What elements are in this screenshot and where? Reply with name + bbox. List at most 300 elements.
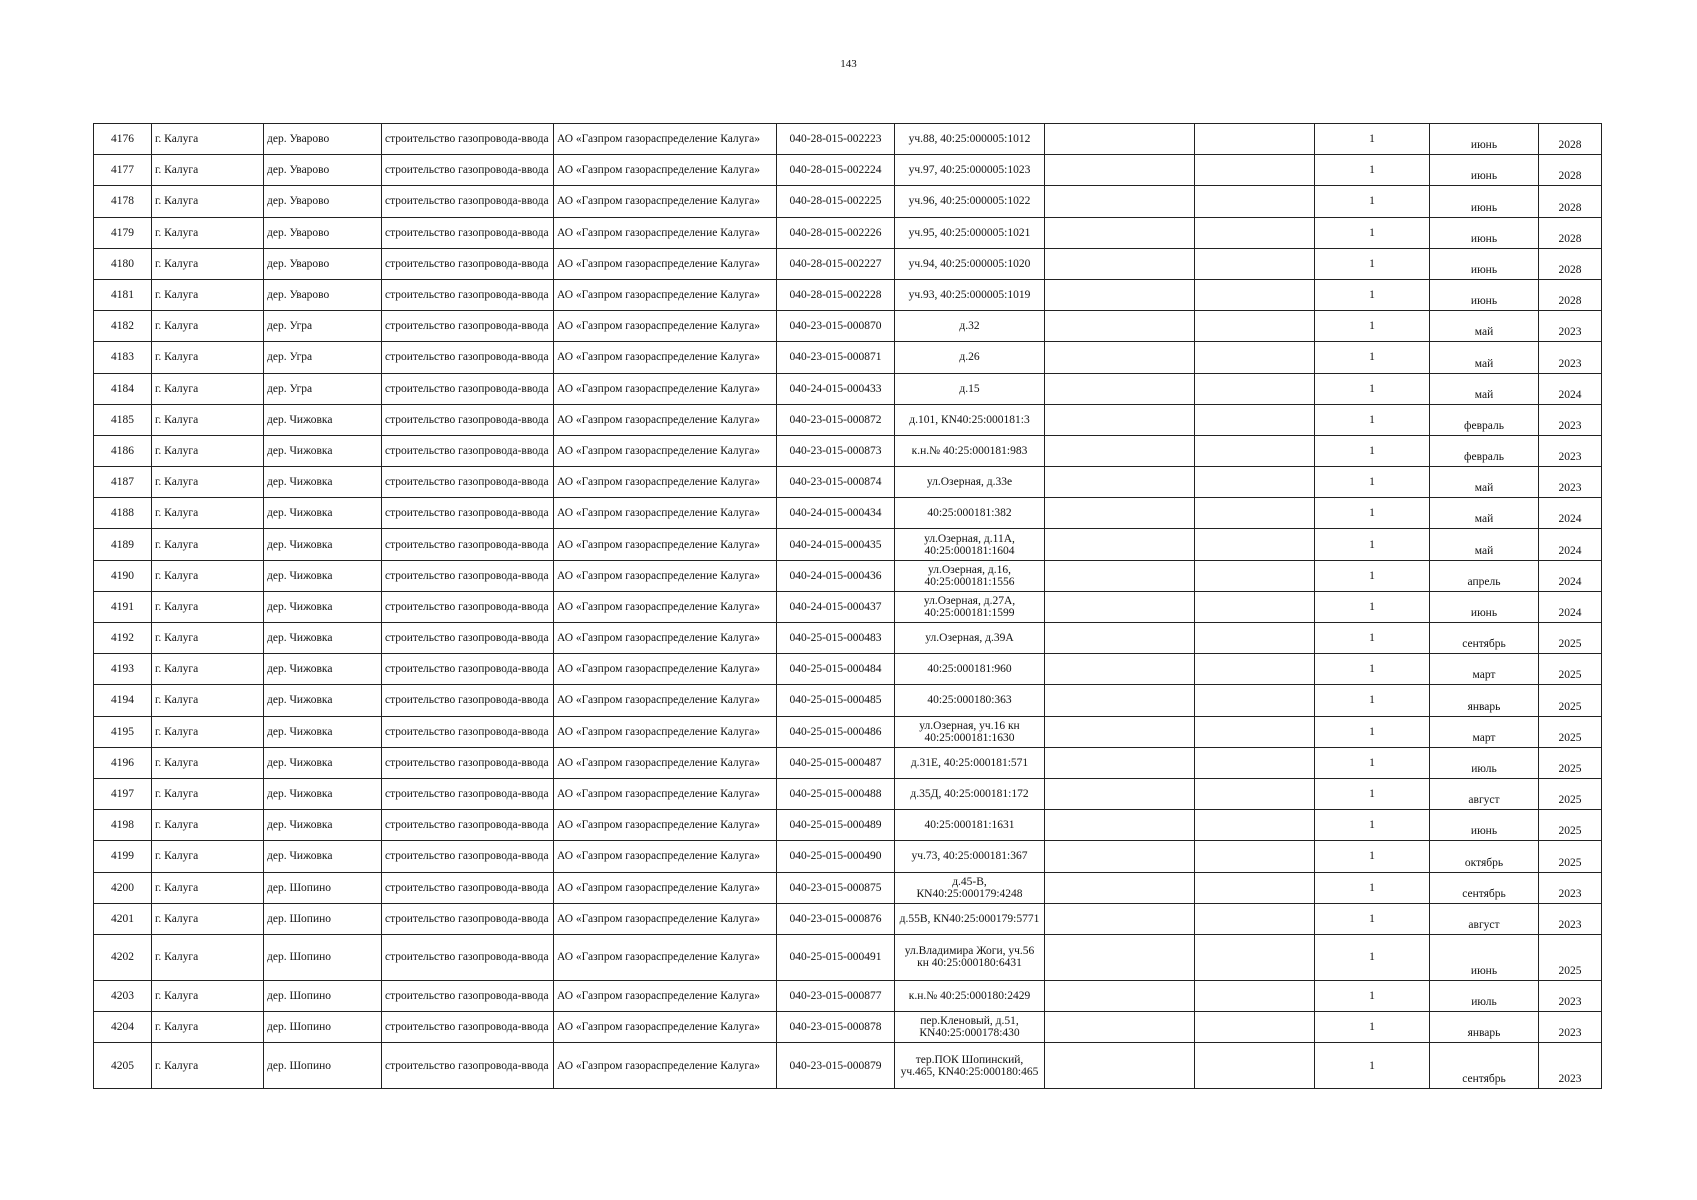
settlement-cell: дер. Чижовка bbox=[264, 716, 382, 747]
settlement-cell: дер. Чижовка bbox=[264, 810, 382, 841]
quantity-cell: 1 bbox=[1315, 654, 1430, 685]
organization-cell: АО «Газпром газораспределение Калуга» bbox=[554, 342, 777, 373]
empty-cell bbox=[1045, 124, 1195, 155]
row-number: 4185 bbox=[94, 404, 152, 435]
address-cell: д.15 bbox=[895, 373, 1045, 404]
work-type-cell: строительство газопровода-ввода bbox=[382, 373, 554, 404]
month-cell: сентябрь bbox=[1430, 1043, 1539, 1089]
organization-cell: АО «Газпром газораспределение Калуга» bbox=[554, 248, 777, 279]
row-number: 4184 bbox=[94, 373, 152, 404]
table-row bbox=[94, 623, 1602, 654]
table-row bbox=[94, 747, 1602, 778]
quantity-cell: 1 bbox=[1315, 623, 1430, 654]
address-cell: ул.Озерная, д.27А, 40:25:000181:1599 bbox=[895, 591, 1045, 622]
address-cell: к.н.№ 40:25:000180:2429 bbox=[895, 980, 1045, 1011]
address-cell: уч.88, 40:25:000005:1012 bbox=[895, 124, 1045, 155]
empty-cell bbox=[1045, 342, 1195, 373]
settlement-cell: дер. Шопино bbox=[264, 1012, 382, 1043]
year-cell: 2023 bbox=[1539, 903, 1602, 934]
object-code-cell: 040-28-015-002223 bbox=[777, 124, 895, 155]
table-row bbox=[94, 404, 1602, 435]
empty-cell bbox=[1045, 591, 1195, 622]
quantity-cell: 1 bbox=[1315, 217, 1430, 248]
work-type-cell: строительство газопровода-ввода bbox=[382, 841, 554, 872]
row-number: 4186 bbox=[94, 435, 152, 466]
year-cell: 2025 bbox=[1539, 654, 1602, 685]
organization-cell: АО «Газпром газораспределение Калуга» bbox=[554, 279, 777, 310]
table-row bbox=[94, 311, 1602, 342]
work-type-cell: строительство газопровода-ввода bbox=[382, 716, 554, 747]
work-type-cell: строительство газопровода-ввода bbox=[382, 980, 554, 1011]
work-type-cell: строительство газопровода-ввода bbox=[382, 903, 554, 934]
month-cell: октябрь bbox=[1430, 841, 1539, 872]
object-code-cell: 040-23-015-000874 bbox=[777, 467, 895, 498]
object-code-cell: 040-25-015-000485 bbox=[777, 685, 895, 716]
empty-cell bbox=[1045, 155, 1195, 186]
work-type-cell: строительство газопровода-ввода bbox=[382, 217, 554, 248]
row-number: 4205 bbox=[94, 1043, 152, 1089]
object-code-cell: 040-23-015-000870 bbox=[777, 311, 895, 342]
address-cell: д.101, КN40:25:000181:3 bbox=[895, 404, 1045, 435]
year-cell: 2028 bbox=[1539, 124, 1602, 155]
object-code-cell: 040-25-015-000488 bbox=[777, 778, 895, 809]
city-cell: г. Калуга bbox=[152, 279, 264, 310]
empty-cell bbox=[1195, 404, 1315, 435]
table-row bbox=[94, 980, 1602, 1011]
month-cell: май bbox=[1430, 311, 1539, 342]
quantity-cell: 1 bbox=[1315, 498, 1430, 529]
year-cell: 2028 bbox=[1539, 155, 1602, 186]
table-row bbox=[94, 685, 1602, 716]
work-type-cell: строительство газопровода-ввода bbox=[382, 124, 554, 155]
organization-cell: АО «Газпром газораспределение Калуга» bbox=[554, 716, 777, 747]
table-body bbox=[94, 124, 1602, 1089]
month-cell: июнь bbox=[1430, 248, 1539, 279]
table-row bbox=[94, 529, 1602, 560]
quantity-cell: 1 bbox=[1315, 1043, 1430, 1089]
settlement-cell: дер. Уварово bbox=[264, 217, 382, 248]
settlement-cell: дер. Чижовка bbox=[264, 747, 382, 778]
city-cell: г. Калуга bbox=[152, 623, 264, 654]
city-cell: г. Калуга bbox=[152, 903, 264, 934]
city-cell: г. Калуга bbox=[152, 186, 264, 217]
table-row bbox=[94, 373, 1602, 404]
work-type-cell: строительство газопровода-ввода bbox=[382, 1012, 554, 1043]
year-cell: 2023 bbox=[1539, 467, 1602, 498]
quantity-cell: 1 bbox=[1315, 747, 1430, 778]
address-cell: уч.94, 40:25:000005:1020 bbox=[895, 248, 1045, 279]
organization-cell: АО «Газпром газораспределение Калуга» bbox=[554, 1043, 777, 1089]
year-cell: 2025 bbox=[1539, 841, 1602, 872]
empty-cell bbox=[1195, 155, 1315, 186]
work-type-cell: строительство газопровода-ввода bbox=[382, 186, 554, 217]
city-cell: г. Калуга bbox=[152, 467, 264, 498]
year-cell: 2024 bbox=[1539, 560, 1602, 591]
empty-cell bbox=[1045, 373, 1195, 404]
year-cell: 2028 bbox=[1539, 248, 1602, 279]
address-cell: ул.Озерная, д.39А bbox=[895, 623, 1045, 654]
empty-cell bbox=[1195, 716, 1315, 747]
empty-cell bbox=[1045, 623, 1195, 654]
year-cell: 2025 bbox=[1539, 685, 1602, 716]
month-cell: январь bbox=[1430, 685, 1539, 716]
object-code-cell: 040-25-015-000484 bbox=[777, 654, 895, 685]
table-row bbox=[94, 654, 1602, 685]
empty-cell bbox=[1195, 872, 1315, 903]
empty-cell bbox=[1195, 311, 1315, 342]
empty-cell bbox=[1045, 404, 1195, 435]
address-cell: ул.Озерная, уч.16 кн 40:25:000181:1630 bbox=[895, 716, 1045, 747]
organization-cell: АО «Газпром газораспределение Калуга» bbox=[554, 124, 777, 155]
settlement-cell: дер. Чижовка bbox=[264, 560, 382, 591]
empty-cell bbox=[1045, 279, 1195, 310]
object-code-cell: 040-25-015-000489 bbox=[777, 810, 895, 841]
object-code-cell: 040-28-015-002225 bbox=[777, 186, 895, 217]
organization-cell: АО «Газпром газораспределение Калуга» bbox=[554, 747, 777, 778]
quantity-cell: 1 bbox=[1315, 342, 1430, 373]
settlement-cell: дер. Шопино bbox=[264, 872, 382, 903]
organization-cell: АО «Газпром газораспределение Калуга» bbox=[554, 778, 777, 809]
month-cell: май bbox=[1430, 373, 1539, 404]
object-code-cell: 040-24-015-000435 bbox=[777, 529, 895, 560]
object-code-cell: 040-23-015-000875 bbox=[777, 872, 895, 903]
object-code-cell: 040-23-015-000872 bbox=[777, 404, 895, 435]
row-number: 4180 bbox=[94, 248, 152, 279]
city-cell: г. Калуга bbox=[152, 934, 264, 980]
year-cell: 2025 bbox=[1539, 747, 1602, 778]
quantity-cell: 1 bbox=[1315, 279, 1430, 310]
work-type-cell: строительство газопровода-ввода bbox=[382, 872, 554, 903]
object-code-cell: 040-23-015-000879 bbox=[777, 1043, 895, 1089]
month-cell: июнь bbox=[1430, 591, 1539, 622]
organization-cell: АО «Газпром газораспределение Калуга» bbox=[554, 623, 777, 654]
empty-cell bbox=[1195, 810, 1315, 841]
empty-cell bbox=[1195, 467, 1315, 498]
table-row bbox=[94, 903, 1602, 934]
work-type-cell: строительство газопровода-ввода bbox=[382, 498, 554, 529]
month-cell: май bbox=[1430, 529, 1539, 560]
object-code-cell: 040-23-015-000878 bbox=[777, 1012, 895, 1043]
work-type-cell: строительство газопровода-ввода bbox=[382, 654, 554, 685]
address-cell: д.26 bbox=[895, 342, 1045, 373]
object-code-cell: 040-24-015-000433 bbox=[777, 373, 895, 404]
settlement-cell: дер. Угра bbox=[264, 373, 382, 404]
address-cell: д.45-В, КN40:25:000179:4248 bbox=[895, 872, 1045, 903]
empty-cell bbox=[1045, 903, 1195, 934]
object-code-cell: 040-24-015-000437 bbox=[777, 591, 895, 622]
row-number: 4189 bbox=[94, 529, 152, 560]
table-row bbox=[94, 155, 1602, 186]
empty-cell bbox=[1195, 623, 1315, 654]
month-cell: июнь bbox=[1430, 155, 1539, 186]
city-cell: г. Калуга bbox=[152, 810, 264, 841]
settlement-cell: дер. Угра bbox=[264, 311, 382, 342]
quantity-cell: 1 bbox=[1315, 841, 1430, 872]
month-cell: сентябрь bbox=[1430, 872, 1539, 903]
empty-cell bbox=[1195, 934, 1315, 980]
empty-cell bbox=[1045, 934, 1195, 980]
empty-cell bbox=[1195, 778, 1315, 809]
organization-cell: АО «Газпром газораспределение Калуга» bbox=[554, 560, 777, 591]
quantity-cell: 1 bbox=[1315, 560, 1430, 591]
empty-cell bbox=[1045, 980, 1195, 1011]
city-cell: г. Калуга bbox=[152, 124, 264, 155]
city-cell: г. Калуга bbox=[152, 591, 264, 622]
organization-cell: АО «Газпром газораспределение Калуга» bbox=[554, 934, 777, 980]
organization-cell: АО «Газпром газораспределение Калуга» bbox=[554, 685, 777, 716]
address-cell: уч.73, 40:25:000181:367 bbox=[895, 841, 1045, 872]
empty-cell bbox=[1195, 685, 1315, 716]
year-cell: 2028 bbox=[1539, 217, 1602, 248]
address-cell: д.31Е, 40:25:000181:571 bbox=[895, 747, 1045, 778]
year-cell: 2023 bbox=[1539, 1012, 1602, 1043]
year-cell: 2025 bbox=[1539, 716, 1602, 747]
empty-cell bbox=[1195, 217, 1315, 248]
month-cell: июнь bbox=[1430, 934, 1539, 980]
settlement-cell: дер. Уварово bbox=[264, 279, 382, 310]
organization-cell: АО «Газпром газораспределение Калуга» bbox=[554, 980, 777, 1011]
month-cell: сентябрь bbox=[1430, 623, 1539, 654]
empty-cell bbox=[1045, 498, 1195, 529]
year-cell: 2023 bbox=[1539, 872, 1602, 903]
object-code-cell: 040-25-015-000487 bbox=[777, 747, 895, 778]
organization-cell: АО «Газпром газораспределение Калуга» bbox=[554, 186, 777, 217]
quantity-cell: 1 bbox=[1315, 155, 1430, 186]
work-type-cell: строительство газопровода-ввода bbox=[382, 248, 554, 279]
settlement-cell: дер. Чижовка bbox=[264, 685, 382, 716]
object-code-cell: 040-28-015-002224 bbox=[777, 155, 895, 186]
empty-cell bbox=[1195, 841, 1315, 872]
quantity-cell: 1 bbox=[1315, 934, 1430, 980]
row-number: 4196 bbox=[94, 747, 152, 778]
year-cell: 2023 bbox=[1539, 311, 1602, 342]
object-code-cell: 040-24-015-000434 bbox=[777, 498, 895, 529]
table-row bbox=[94, 186, 1602, 217]
city-cell: г. Калуга bbox=[152, 404, 264, 435]
settlement-cell: дер. Чижовка bbox=[264, 778, 382, 809]
year-cell: 2023 bbox=[1539, 435, 1602, 466]
row-number: 4202 bbox=[94, 934, 152, 980]
quantity-cell: 1 bbox=[1315, 810, 1430, 841]
work-type-cell: строительство газопровода-ввода bbox=[382, 279, 554, 310]
row-number: 4198 bbox=[94, 810, 152, 841]
row-number: 4187 bbox=[94, 467, 152, 498]
address-cell: ул.Озерная, д.11А, 40:25:000181:1604 bbox=[895, 529, 1045, 560]
row-number: 4199 bbox=[94, 841, 152, 872]
empty-cell bbox=[1045, 778, 1195, 809]
month-cell: февраль bbox=[1430, 404, 1539, 435]
year-cell: 2024 bbox=[1539, 498, 1602, 529]
address-cell: ул.Озерная, д.16, 40:25:000181:1556 bbox=[895, 560, 1045, 591]
empty-cell bbox=[1195, 124, 1315, 155]
year-cell: 2023 bbox=[1539, 980, 1602, 1011]
organization-cell: АО «Газпром газораспределение Калуга» bbox=[554, 404, 777, 435]
settlement-cell: дер. Уварово bbox=[264, 248, 382, 279]
settlement-cell: дер. Чижовка bbox=[264, 467, 382, 498]
month-cell: март bbox=[1430, 654, 1539, 685]
settlement-cell: дер. Чижовка bbox=[264, 404, 382, 435]
empty-cell bbox=[1195, 560, 1315, 591]
city-cell: г. Калуга bbox=[152, 560, 264, 591]
settlement-cell: дер. Чижовка bbox=[264, 654, 382, 685]
year-cell: 2023 bbox=[1539, 404, 1602, 435]
empty-cell bbox=[1195, 373, 1315, 404]
organization-cell: АО «Газпром газораспределение Калуга» bbox=[554, 217, 777, 248]
object-code-cell: 040-23-015-000877 bbox=[777, 980, 895, 1011]
organization-cell: АО «Газпром газораспределение Калуга» bbox=[554, 903, 777, 934]
object-code-cell: 040-28-015-002226 bbox=[777, 217, 895, 248]
month-cell: июнь bbox=[1430, 186, 1539, 217]
row-number: 4192 bbox=[94, 623, 152, 654]
work-type-cell: строительство газопровода-ввода bbox=[382, 591, 554, 622]
table-row bbox=[94, 435, 1602, 466]
month-cell: август bbox=[1430, 903, 1539, 934]
work-type-cell: строительство газопровода-ввода bbox=[382, 311, 554, 342]
city-cell: г. Калуга bbox=[152, 155, 264, 186]
city-cell: г. Калуга bbox=[152, 841, 264, 872]
row-number: 4193 bbox=[94, 654, 152, 685]
settlement-cell: дер. Уварово bbox=[264, 155, 382, 186]
quantity-cell: 1 bbox=[1315, 591, 1430, 622]
table-row bbox=[94, 810, 1602, 841]
empty-cell bbox=[1045, 560, 1195, 591]
row-number: 4179 bbox=[94, 217, 152, 248]
work-type-cell: строительство газопровода-ввода bbox=[382, 685, 554, 716]
organization-cell: АО «Газпром газораспределение Калуга» bbox=[554, 311, 777, 342]
address-cell: ул.Владимира Жоги, уч.56 кн 40:25:000180:6431 bbox=[895, 934, 1045, 980]
city-cell: г. Калуга bbox=[152, 248, 264, 279]
empty-cell bbox=[1195, 1043, 1315, 1089]
empty-cell bbox=[1045, 1043, 1195, 1089]
organization-cell: АО «Газпром газораспределение Калуга» bbox=[554, 155, 777, 186]
work-type-cell: строительство газопровода-ввода bbox=[382, 342, 554, 373]
row-number: 4183 bbox=[94, 342, 152, 373]
work-type-cell: строительство газопровода-ввода bbox=[382, 467, 554, 498]
city-cell: г. Калуга bbox=[152, 311, 264, 342]
object-code-cell: 040-28-015-002228 bbox=[777, 279, 895, 310]
organization-cell: АО «Газпром газораспределение Калуга» bbox=[554, 654, 777, 685]
month-cell: май bbox=[1430, 467, 1539, 498]
settlement-cell: дер. Чижовка bbox=[264, 591, 382, 622]
organization-cell: АО «Газпром газораспределение Калуга» bbox=[554, 841, 777, 872]
row-number: 4177 bbox=[94, 155, 152, 186]
row-number: 4191 bbox=[94, 591, 152, 622]
work-type-cell: строительство газопровода-ввода bbox=[382, 435, 554, 466]
object-code-cell: 040-25-015-000486 bbox=[777, 716, 895, 747]
work-type-cell: строительство газопровода-ввода bbox=[382, 1043, 554, 1089]
quantity-cell: 1 bbox=[1315, 124, 1430, 155]
city-cell: г. Калуга bbox=[152, 685, 264, 716]
row-number: 4181 bbox=[94, 279, 152, 310]
empty-cell bbox=[1045, 654, 1195, 685]
city-cell: г. Калуга bbox=[152, 373, 264, 404]
month-cell: февраль bbox=[1430, 435, 1539, 466]
organization-cell: АО «Газпром газораспределение Калуга» bbox=[554, 498, 777, 529]
table-row bbox=[94, 934, 1602, 980]
page-number: 143 bbox=[840, 58, 857, 70]
empty-cell bbox=[1045, 872, 1195, 903]
city-cell: г. Калуга bbox=[152, 778, 264, 809]
table-row bbox=[94, 716, 1602, 747]
organization-cell: АО «Газпром газораспределение Калуга» bbox=[554, 1012, 777, 1043]
address-cell: ул.Озерная, д.33е bbox=[895, 467, 1045, 498]
settlement-cell: дер. Уварово bbox=[264, 124, 382, 155]
row-number: 4190 bbox=[94, 560, 152, 591]
work-type-cell: строительство газопровода-ввода bbox=[382, 747, 554, 778]
city-cell: г. Калуга bbox=[152, 980, 264, 1011]
organization-cell: АО «Газпром газораспределение Калуга» bbox=[554, 872, 777, 903]
empty-cell bbox=[1045, 467, 1195, 498]
empty-cell bbox=[1045, 747, 1195, 778]
row-number: 4194 bbox=[94, 685, 152, 716]
month-cell: июнь bbox=[1430, 217, 1539, 248]
quantity-cell: 1 bbox=[1315, 903, 1430, 934]
empty-cell bbox=[1045, 248, 1195, 279]
year-cell: 2025 bbox=[1539, 778, 1602, 809]
settlement-cell: дер. Шопино bbox=[264, 1043, 382, 1089]
year-cell: 2025 bbox=[1539, 810, 1602, 841]
empty-cell bbox=[1045, 186, 1195, 217]
quantity-cell: 1 bbox=[1315, 980, 1430, 1011]
row-number: 4188 bbox=[94, 498, 152, 529]
month-cell: июнь bbox=[1430, 810, 1539, 841]
address-cell: тер.ПОК Шопинский, уч.465, КN40:25:000180:465 bbox=[895, 1043, 1045, 1089]
object-code-cell: 040-23-015-000871 bbox=[777, 342, 895, 373]
year-cell: 2028 bbox=[1539, 279, 1602, 310]
city-cell: г. Калуга bbox=[152, 217, 264, 248]
empty-cell bbox=[1195, 279, 1315, 310]
table-row bbox=[94, 1012, 1602, 1043]
settlement-cell: дер. Шопино bbox=[264, 934, 382, 980]
empty-cell bbox=[1045, 841, 1195, 872]
quantity-cell: 1 bbox=[1315, 311, 1430, 342]
month-cell: июнь bbox=[1430, 279, 1539, 310]
table-row bbox=[94, 467, 1602, 498]
address-cell: д.55В, КN40:25:000179:5771 bbox=[895, 903, 1045, 934]
organization-cell: АО «Газпром газораспределение Калуга» bbox=[554, 435, 777, 466]
empty-cell bbox=[1045, 435, 1195, 466]
work-type-cell: строительство газопровода-ввода bbox=[382, 934, 554, 980]
row-number: 4201 bbox=[94, 903, 152, 934]
month-cell: январь bbox=[1430, 1012, 1539, 1043]
address-cell: д.32 bbox=[895, 311, 1045, 342]
month-cell: июнь bbox=[1430, 124, 1539, 155]
address-cell: уч.97, 40:25:000005:1023 bbox=[895, 155, 1045, 186]
row-number: 4197 bbox=[94, 778, 152, 809]
year-cell: 2023 bbox=[1539, 342, 1602, 373]
empty-cell bbox=[1195, 248, 1315, 279]
month-cell: май bbox=[1430, 498, 1539, 529]
quantity-cell: 1 bbox=[1315, 435, 1430, 466]
empty-cell bbox=[1195, 903, 1315, 934]
object-code-cell: 040-23-015-000876 bbox=[777, 903, 895, 934]
empty-cell bbox=[1195, 186, 1315, 217]
year-cell: 2024 bbox=[1539, 591, 1602, 622]
table-row bbox=[94, 124, 1602, 155]
empty-cell bbox=[1195, 529, 1315, 560]
empty-cell bbox=[1045, 1012, 1195, 1043]
address-cell: уч.95, 40:25:000005:1021 bbox=[895, 217, 1045, 248]
work-type-cell: строительство газопровода-ввода bbox=[382, 778, 554, 809]
row-number: 4176 bbox=[94, 124, 152, 155]
empty-cell bbox=[1195, 591, 1315, 622]
table-row bbox=[94, 841, 1602, 872]
empty-cell bbox=[1195, 747, 1315, 778]
quantity-cell: 1 bbox=[1315, 872, 1430, 903]
work-type-cell: строительство газопровода-ввода bbox=[382, 404, 554, 435]
empty-cell bbox=[1195, 654, 1315, 685]
object-code-cell: 040-28-015-002227 bbox=[777, 248, 895, 279]
